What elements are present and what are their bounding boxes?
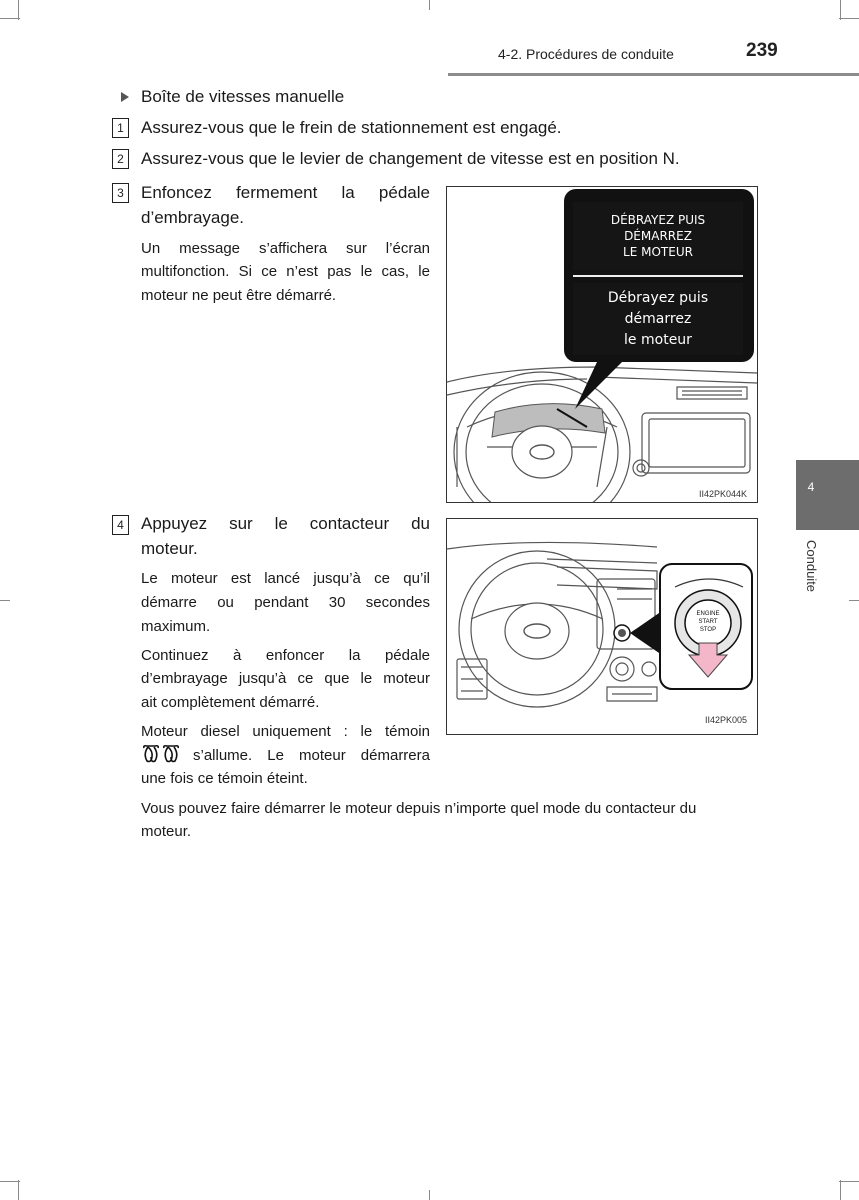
chapter-number: 4 xyxy=(807,480,815,494)
step-3-text: d’embrayage. xyxy=(141,208,245,227)
step-2-text: Assurez-vous que le levier de changement de vitesse est en position N. xyxy=(141,149,680,168)
step-3-note: multifonction. Si ce n’est pas le cas, le xyxy=(141,263,430,280)
figure-dashboard-message xyxy=(446,186,758,503)
crop-mark xyxy=(429,1190,430,1200)
page-number: 239 xyxy=(746,40,778,61)
crop-mark xyxy=(429,0,430,10)
crop-mark xyxy=(840,0,841,20)
crop-mark xyxy=(18,0,19,20)
step-4-text: moteur. xyxy=(141,539,198,558)
step-3-text: Enfoncez fermement la pédale xyxy=(141,183,430,202)
display-divider xyxy=(573,275,743,277)
figure-code: II42PK005 xyxy=(705,715,748,725)
section-title: 4-2. Procédures de conduite xyxy=(498,46,674,62)
step-4-note-3: s’allume. Le moteur démarrera xyxy=(193,747,430,764)
step-4-text: Appuyez sur le contacteur du xyxy=(141,514,430,533)
crop-mark xyxy=(840,1180,841,1200)
header-rule xyxy=(448,73,859,76)
crop-mark xyxy=(0,18,20,19)
step-3-note: moteur ne peut être démarré. xyxy=(141,287,337,304)
chapter-tab xyxy=(796,460,859,530)
step-number-3: 3 xyxy=(112,183,129,203)
section-heading: Boîte de vitesses manuelle xyxy=(141,87,345,106)
crop-mark xyxy=(839,18,859,19)
crop-mark xyxy=(849,600,859,601)
step-3-note: Un message s’affichera sur l’écran xyxy=(141,240,430,257)
step-number-4: 4 xyxy=(112,515,129,535)
chapter-label: Conduite xyxy=(804,540,819,593)
step-4-note-1: démarre ou pendant 30 secondes xyxy=(141,594,430,611)
step-4-note-3: Moteur diesel uniquement : le témoin xyxy=(141,723,430,740)
step-4-note-1: Le moteur est lancé jusqu’à ce qu’il xyxy=(141,570,430,587)
display-screen-lower: Débrayez puis démarrez le moteur xyxy=(573,283,743,355)
crop-mark xyxy=(18,1180,19,1200)
display-screen-upper: DÉBRAYEZ PUIS DÉMARREZ LE MOTEUR xyxy=(573,202,743,270)
engine-start-stop-label: ENGINE START STOP xyxy=(696,611,720,633)
step-4-note-2: ait complètement démarré. xyxy=(141,694,320,711)
triangle-right-icon xyxy=(121,92,129,102)
crop-mark xyxy=(839,1181,859,1182)
step-4-note-2: d’embrayage jusqu’à ce que le moteur xyxy=(141,670,430,687)
step-4-note-2: Continuez à enfoncer la pédale xyxy=(141,647,430,664)
crop-mark xyxy=(0,600,10,601)
figure-code: II42PK044K xyxy=(699,489,748,499)
glow-plug-indicator-icon xyxy=(141,744,185,764)
closing-paragraph: Vous pouvez faire démarrer le moteur depuis n’importe quel mode du contacteur du xyxy=(141,800,697,817)
figure-start-button xyxy=(446,518,758,735)
step-number-2: 2 xyxy=(112,149,129,169)
closing-paragraph: moteur. xyxy=(141,823,192,840)
step-1-text: Assurez-vous que le frein de stationnement est engagé. xyxy=(141,118,562,137)
step-4-note-3: une fois ce témoin éteint. xyxy=(141,770,308,787)
crop-mark xyxy=(0,1181,20,1182)
step-number-1: 1 xyxy=(112,118,129,138)
step-4-note-1: maximum. xyxy=(141,618,211,635)
